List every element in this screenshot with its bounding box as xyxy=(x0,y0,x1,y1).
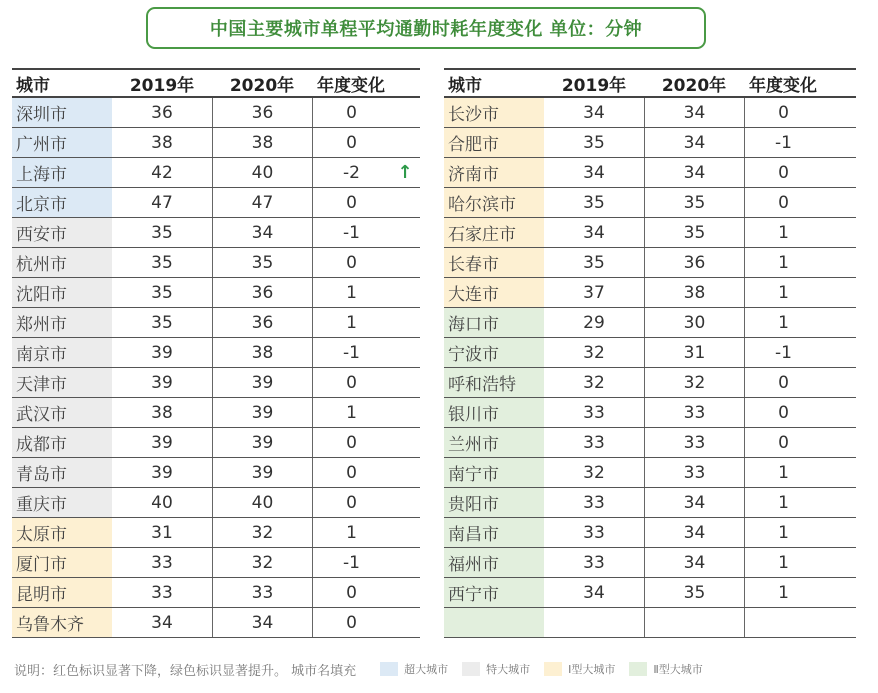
left-table xyxy=(12,68,420,638)
table-header xyxy=(444,68,856,98)
change-cell: 1 xyxy=(744,308,822,337)
city-cell: 武汉市 xyxy=(12,398,112,427)
table-row xyxy=(444,458,856,488)
table-row xyxy=(444,398,856,428)
change-cell: -1 xyxy=(744,128,822,157)
header-change: 年度变化 xyxy=(749,75,817,96)
header-city: 城市 xyxy=(16,75,50,96)
value-2020-cell: 34 xyxy=(644,518,744,547)
value-2020-cell: 38 xyxy=(212,128,312,157)
city-cell: 杭州市 xyxy=(12,248,112,277)
value-2020-cell: 30 xyxy=(644,308,744,337)
value-2019-cell: 35 xyxy=(151,312,173,333)
value-2020-cell: 34 xyxy=(644,158,744,187)
value-2020-cell: 33 xyxy=(644,398,744,427)
change-cell: -1 xyxy=(312,548,390,577)
city-cell: 合肥市 xyxy=(444,128,544,157)
header-change: 年度变化 xyxy=(317,75,385,96)
city-cell: 西宁市 xyxy=(444,578,544,607)
value-2020-cell: 33 xyxy=(644,428,744,457)
change-cell: 0 xyxy=(744,428,822,457)
city-cell: 宁波市 xyxy=(444,338,544,367)
value-2019-cell: 34 xyxy=(583,162,605,183)
city-cell: 深圳市 xyxy=(12,98,112,127)
up-arrow-icon: ↑ xyxy=(397,162,413,183)
change-cell xyxy=(744,608,822,637)
table-row xyxy=(12,158,420,188)
table-row xyxy=(12,608,420,638)
value-2019-cell: 39 xyxy=(151,432,173,453)
change-cell: -1 xyxy=(744,338,822,367)
table-row xyxy=(444,518,856,548)
change-cell: 0 xyxy=(744,368,822,397)
change-cell: 0 xyxy=(312,188,390,217)
value-2020-cell: 36 xyxy=(644,248,744,277)
value-2020-cell: 39 xyxy=(212,368,312,397)
city-cell: 济南市 xyxy=(444,158,544,187)
table-row xyxy=(444,98,856,128)
right-table xyxy=(444,68,856,638)
table-row xyxy=(12,98,420,128)
change-cell: 0 xyxy=(312,368,390,397)
header-2019: 2019年 xyxy=(561,75,627,96)
value-2020-cell: 40 xyxy=(212,158,312,187)
value-2019-cell: 33 xyxy=(151,582,173,603)
city-cell: 重庆市 xyxy=(12,488,112,517)
value-2019-cell: 32 xyxy=(583,372,605,393)
table-row xyxy=(12,578,420,608)
change-cell: 1 xyxy=(744,518,822,547)
value-2019-cell: 35 xyxy=(151,252,173,273)
value-2019-cell: 33 xyxy=(583,402,605,423)
value-2020-cell: 39 xyxy=(212,428,312,457)
change-cell: 0 xyxy=(744,158,822,187)
value-2020-cell: 34 xyxy=(644,488,744,517)
value-2020-cell: 36 xyxy=(212,308,312,337)
table-row xyxy=(12,218,420,248)
value-2020-cell: 33 xyxy=(212,578,312,607)
city-cell: 长春市 xyxy=(444,248,544,277)
table-row xyxy=(12,428,420,458)
city-cell: 银川市 xyxy=(444,398,544,427)
legend-swatch-type2 xyxy=(629,662,647,676)
value-2020-cell: 35 xyxy=(644,578,744,607)
city-cell: 海口市 xyxy=(444,308,544,337)
value-2019-cell: 39 xyxy=(151,372,173,393)
table-row xyxy=(444,188,856,218)
legend-note: 说明：红色标识显著下降，绿色标识显著提升。 城市名填充 xyxy=(14,663,357,679)
table-row xyxy=(444,578,856,608)
change-cell: 0 xyxy=(312,98,390,127)
city-cell: 兰州市 xyxy=(444,428,544,457)
value-2020-cell: 32 xyxy=(212,548,312,577)
header-2019: 2019年 xyxy=(129,75,195,96)
city-cell: 乌鲁木齐 xyxy=(12,608,112,637)
table-row xyxy=(12,518,420,548)
city-cell: 上海市 xyxy=(12,158,112,187)
value-2019-cell: 40 xyxy=(151,492,173,513)
value-2019-cell: 35 xyxy=(583,132,605,153)
change-cell: 0 xyxy=(312,248,390,277)
header-city: 城市 xyxy=(448,75,482,96)
city-cell: 沈阳市 xyxy=(12,278,112,307)
value-2019-cell: 38 xyxy=(151,402,173,423)
value-2020-cell xyxy=(644,608,744,637)
table-row xyxy=(444,218,856,248)
value-2019-cell: 39 xyxy=(151,342,173,363)
table-row xyxy=(444,158,856,188)
value-2020-cell: 34 xyxy=(644,98,744,127)
change-cell: 1 xyxy=(744,278,822,307)
table-title: 中国主要城市单程平均通勤时耗年度变化 单位：分钟 xyxy=(146,7,706,49)
value-2020-cell: 34 xyxy=(212,608,312,637)
change-cell: 0 xyxy=(744,98,822,127)
value-2020-cell: 35 xyxy=(644,218,744,247)
value-2020-cell: 40 xyxy=(212,488,312,517)
table-row xyxy=(12,458,420,488)
change-cell: 0 xyxy=(312,608,390,637)
value-2020-cell: 39 xyxy=(212,458,312,487)
legend-label-type2: Ⅱ型大城市 xyxy=(653,663,703,676)
table-row xyxy=(12,248,420,278)
value-2019-cell: 33 xyxy=(583,432,605,453)
city-cell: 福州市 xyxy=(444,548,544,577)
change-cell: 0 xyxy=(312,488,390,517)
value-2019-cell xyxy=(544,608,644,637)
table-header xyxy=(12,68,420,98)
table-row xyxy=(444,368,856,398)
change-cell: 1 xyxy=(744,548,822,577)
left-table-body xyxy=(12,98,420,638)
value-2020-cell: 47 xyxy=(212,188,312,217)
change-cell: 1 xyxy=(312,308,390,337)
value-2019-cell: 33 xyxy=(583,522,605,543)
value-2020-cell: 34 xyxy=(644,128,744,157)
value-2019-cell: 34 xyxy=(583,582,605,603)
table-row xyxy=(12,368,420,398)
city-cell: 昆明市 xyxy=(12,578,112,607)
legend-swatch-type1 xyxy=(544,662,562,676)
change-cell: 1 xyxy=(312,278,390,307)
value-2019-cell: 34 xyxy=(583,222,605,243)
header-2020: 2020年 xyxy=(229,75,295,96)
value-2020-cell: 39 xyxy=(212,398,312,427)
city-cell: 成都市 xyxy=(12,428,112,457)
table-row xyxy=(12,488,420,518)
value-2019-cell: 32 xyxy=(583,462,605,483)
table-row xyxy=(444,548,856,578)
change-cell: 1 xyxy=(744,218,822,247)
value-2020-cell: 31 xyxy=(644,338,744,367)
city-cell: 贵阳市 xyxy=(444,488,544,517)
value-2019-cell: 37 xyxy=(583,282,605,303)
city-cell: 西安市 xyxy=(12,218,112,247)
city-cell: 石家庄市 xyxy=(444,218,544,247)
value-2019-cell: 33 xyxy=(151,552,173,573)
value-2019-cell: 33 xyxy=(583,492,605,513)
value-2019-cell: 35 xyxy=(151,282,173,303)
city-cell: 哈尔滨市 xyxy=(444,188,544,217)
city-cell: 厦门市 xyxy=(12,548,112,577)
change-cell: 0 xyxy=(744,398,822,427)
table-row xyxy=(444,128,856,158)
table-row xyxy=(444,608,856,638)
legend-label-super: 超大城市 xyxy=(404,663,449,676)
table-row xyxy=(444,428,856,458)
city-cell: 大连市 xyxy=(444,278,544,307)
change-cell: 0 xyxy=(744,188,822,217)
value-2020-cell: 32 xyxy=(644,368,744,397)
legend xyxy=(14,658,874,680)
legend-swatch-special xyxy=(462,662,480,676)
legend-label-type1: Ⅰ型大城市 xyxy=(568,663,616,676)
value-2019-cell: 35 xyxy=(583,192,605,213)
change-cell: 0 xyxy=(312,128,390,157)
city-cell: 青岛市 xyxy=(12,458,112,487)
city-cell: 郑州市 xyxy=(12,308,112,337)
table-row xyxy=(12,128,420,158)
table-row xyxy=(444,248,856,278)
change-cell: 1 xyxy=(312,398,390,427)
value-2020-cell: 38 xyxy=(644,278,744,307)
value-2019-cell: 35 xyxy=(151,222,173,243)
change-cell: 1 xyxy=(744,248,822,277)
change-cell: -1 xyxy=(312,338,390,367)
value-2019-cell: 31 xyxy=(151,522,173,543)
change-cell: 1 xyxy=(744,488,822,517)
value-2020-cell: 36 xyxy=(212,98,312,127)
city-cell: 南京市 xyxy=(12,338,112,367)
city-cell: 北京市 xyxy=(12,188,112,217)
value-2019-cell: 32 xyxy=(583,342,605,363)
change-cell: 0 xyxy=(312,458,390,487)
header-2020: 2020年 xyxy=(661,75,727,96)
table-row xyxy=(12,188,420,218)
value-2019-cell: 34 xyxy=(583,102,605,123)
table-row xyxy=(444,338,856,368)
table-row xyxy=(444,308,856,338)
change-cell: -1 xyxy=(312,218,390,247)
value-2020-cell: 33 xyxy=(644,458,744,487)
value-2020-cell: 32 xyxy=(212,518,312,547)
value-2020-cell: 34 xyxy=(212,218,312,247)
change-cell: 1 xyxy=(744,458,822,487)
city-cell: 南宁市 xyxy=(444,458,544,487)
table-row xyxy=(12,338,420,368)
value-2019-cell: 36 xyxy=(151,102,173,123)
city-cell: 太原市 xyxy=(12,518,112,547)
value-2020-cell: 38 xyxy=(212,338,312,367)
city-cell: 呼和浩特 xyxy=(444,368,544,397)
change-cell: 1 xyxy=(744,578,822,607)
change-cell: 0 xyxy=(312,428,390,457)
table-row xyxy=(12,398,420,428)
change-cell: 0 xyxy=(312,578,390,607)
table-row xyxy=(12,278,420,308)
city-cell xyxy=(444,608,544,637)
value-2019-cell: 35 xyxy=(583,252,605,273)
value-2019-cell: 38 xyxy=(151,132,173,153)
value-2020-cell: 34 xyxy=(644,548,744,577)
value-2020-cell: 35 xyxy=(644,188,744,217)
legend-label-special: 特大城市 xyxy=(486,663,531,676)
right-table-body xyxy=(444,98,856,638)
value-2019-cell: 42 xyxy=(151,162,173,183)
value-2020-cell: 36 xyxy=(212,278,312,307)
value-2019-cell: 39 xyxy=(151,462,173,483)
table-row xyxy=(444,278,856,308)
city-cell: 长沙市 xyxy=(444,98,544,127)
value-2019-cell: 29 xyxy=(583,312,605,333)
table-row xyxy=(12,548,420,578)
value-2019-cell: 47 xyxy=(151,192,173,213)
change-cell: -2 xyxy=(312,158,390,187)
legend-swatch-super xyxy=(380,662,398,676)
table-row xyxy=(444,488,856,518)
table-row xyxy=(12,308,420,338)
value-2020-cell: 35 xyxy=(212,248,312,277)
value-2019-cell: 33 xyxy=(583,552,605,573)
city-cell: 南昌市 xyxy=(444,518,544,547)
city-cell: 广州市 xyxy=(12,128,112,157)
value-2019-cell: 34 xyxy=(151,612,173,633)
city-cell: 天津市 xyxy=(12,368,112,397)
change-cell: 1 xyxy=(312,518,390,547)
